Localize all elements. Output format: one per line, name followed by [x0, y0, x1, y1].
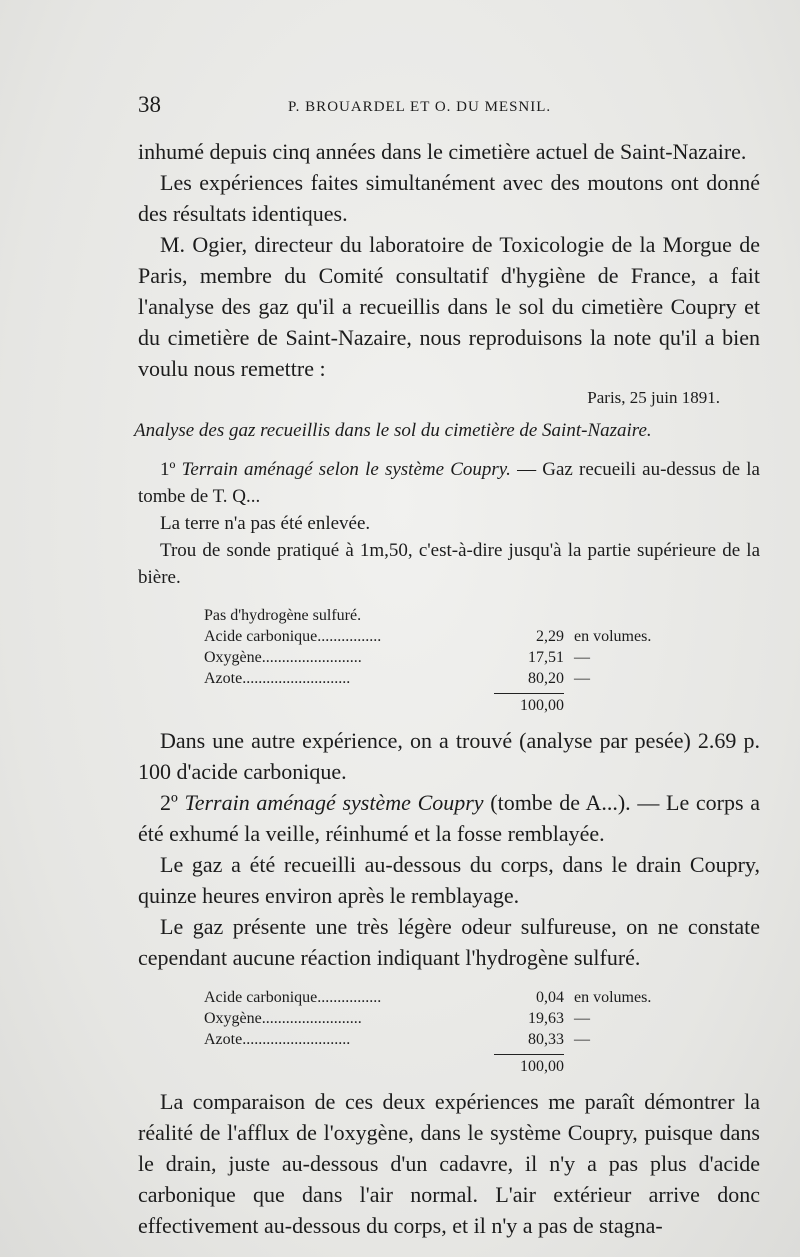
table-row	[204, 626, 760, 647]
table-row	[204, 647, 760, 668]
total-value: 100,00	[494, 693, 564, 715]
section-2-number: 2º	[160, 790, 185, 815]
total-row	[204, 693, 760, 715]
component-unit: —	[574, 670, 590, 687]
component-value: 80,20	[528, 670, 564, 687]
section-2-heading: Terrain aménagé système Coupry	[184, 790, 484, 815]
component-name: Acide carbonique................	[204, 628, 382, 645]
section-1-text: — Gaz recueili au-dessus de la tombe de T. Q...	[138, 459, 760, 507]
section-1-paragraph-3: Trou de sonde pratiqué à 1m,50, c'est-à-dire jusqu'à la partie supérieure de la bière.	[138, 540, 760, 588]
component-name: Oxygène.........................	[204, 649, 362, 666]
analysis-table-2	[204, 987, 760, 1076]
running-head: P. BROUARDEL ET O. DU MESNIL.	[288, 99, 552, 115]
total-value: 100,00	[494, 1054, 564, 1076]
component-unit: —	[574, 1010, 590, 1027]
component-name: Oxygène.........................	[204, 1010, 362, 1027]
component-name: Azote...........................	[204, 670, 351, 687]
note-title: Analyse des gaz recueillis dans le sol du cimetière de Saint-Nazaire.	[134, 420, 652, 441]
section-2-text: (tombe de A...). — Le corps a été exhumé la veille, réinhumé et la fosse remblayée.	[138, 790, 760, 846]
conclusion-paragraph: La comparaison de ces deux expériences me paraît démontrer la réalité de l'afflux de l'oxygène, dans le système Coupry, puisque dans le drain, juste au-dessous d'un cadavre, il n'y a pas plus d'acide carbonique que dans l'air normal. L'air extérieur arrive donc effectivement au-dessous du corps, et il n'y a pas de stagna-	[138, 1089, 760, 1238]
component-name: Azote...........................	[204, 1031, 351, 1048]
paragraph-1: inhumé depuis cinq années dans le cimetière actuel de Saint-Nazaire.	[138, 139, 747, 164]
component-value: 19,63	[528, 1010, 564, 1027]
component-value: 2,29	[536, 628, 564, 645]
section-1-heading: Terrain aménagé selon le système Coupry.	[181, 459, 511, 480]
section-2-intro	[138, 787, 760, 849]
section-2-paragraph-3: Le gaz présente une très légère odeur sulfureuse, on ne constate cependant aucune réaction indiquant l'hydrogène sulfuré.	[138, 914, 760, 970]
paragraph-2: Les expériences faites simultanément avec des moutons ont donné des résultats identiques.	[138, 170, 760, 226]
section-2-paragraph-2: Le gaz a été recueilli au-dessous du corps, dans le drain Coupry, quinze heures environ après le remblayage.	[138, 852, 760, 908]
paragraph-3: M. Ogier, directeur du laboratoire de Toxicologie de la Morgue de Paris, membre du Comité consultatif d'hygiène de France, a fait l'analyse des gaz qu'il a recueillis dans le sol du cimetière Coupry et du cimetière de Saint-Nazaire, nous reproduisons la note qu'il a bien voulu nous remettre :	[138, 232, 760, 381]
component-value: 0,04	[536, 989, 564, 1006]
table-row	[204, 987, 760, 1008]
section-1-intro	[138, 456, 760, 510]
section-1-paragraph-4: Dans une autre expérience, on a trouvé (analyse par pesée) 2.69 p. 100 d'acide carbonique.	[138, 728, 760, 784]
analysis-1-heading: Pas d'hydrogène sulfuré.	[204, 607, 362, 624]
analysis-table-1	[204, 605, 760, 715]
component-unit: —	[574, 649, 590, 666]
component-unit: en volumes.	[574, 628, 652, 645]
component-name: Acide carbonique................	[204, 989, 382, 1006]
component-value: 17,51	[528, 649, 564, 666]
table-row	[204, 1029, 760, 1050]
page-number: 38	[138, 92, 161, 117]
component-unit: —	[574, 1031, 590, 1048]
component-value: 80,33	[528, 1031, 564, 1048]
section-1-number: 1º	[160, 459, 182, 480]
table-row	[204, 1008, 760, 1029]
component-unit: en volumes.	[574, 989, 652, 1006]
page-header	[138, 92, 760, 136]
total-row	[204, 1054, 760, 1076]
note-date: Paris, 25 juin 1891.	[587, 388, 720, 407]
section-1-paragraph-2: La terre n'a pas été enlevée.	[160, 513, 371, 534]
table-row	[204, 668, 760, 689]
